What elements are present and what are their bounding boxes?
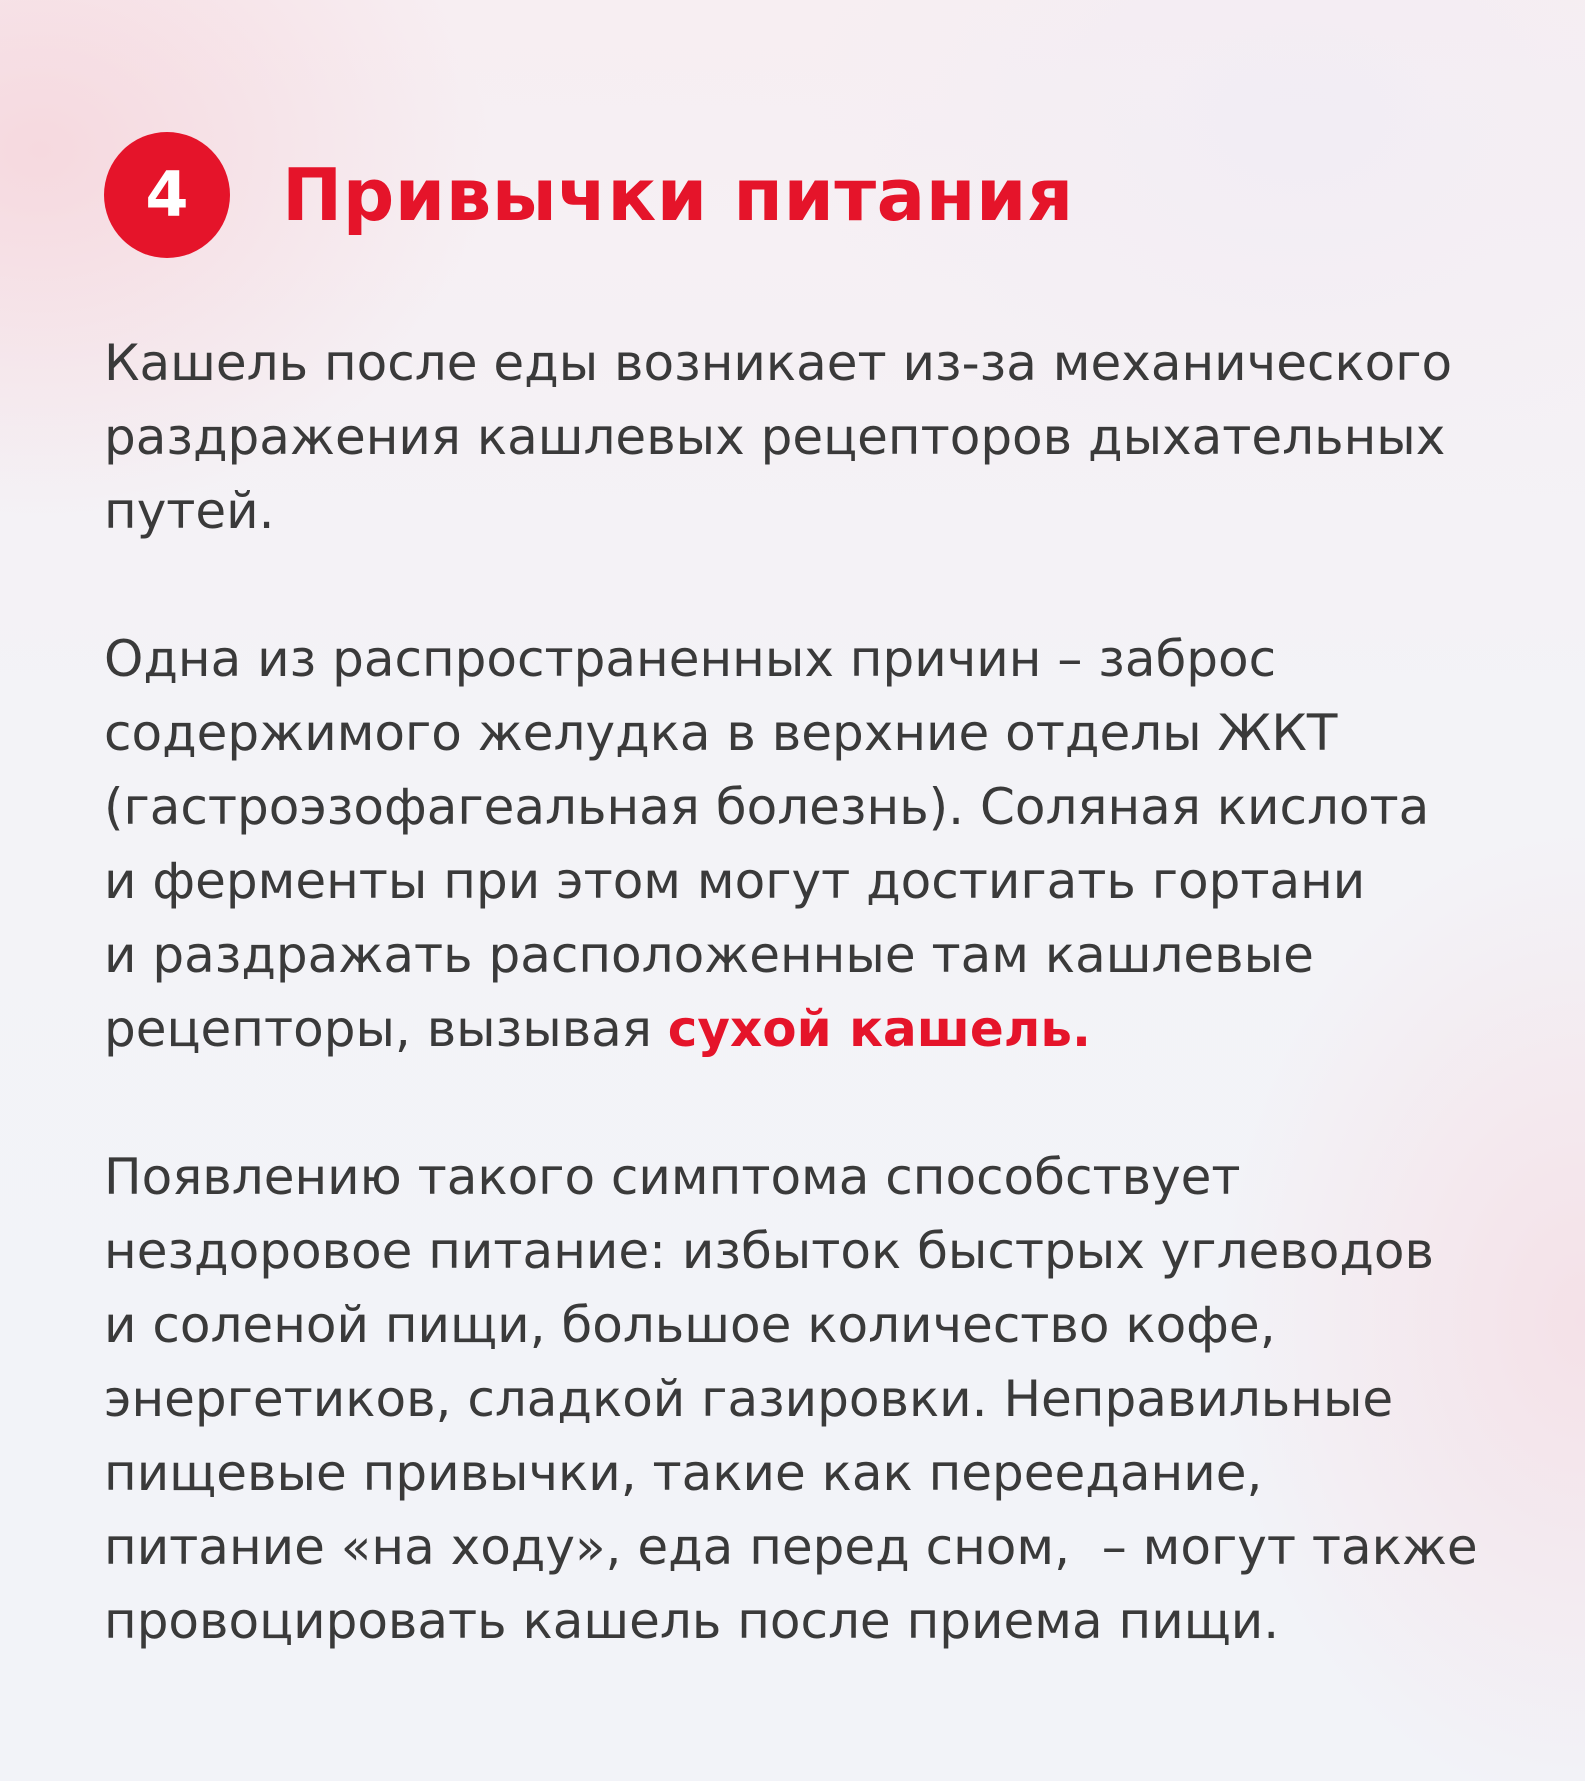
text-line: питание «на ходу», еда перед сном, – могут также [104, 1518, 1478, 1576]
text-line: раздражения кашлевых рецепторов дыхательных [104, 408, 1446, 466]
text-line: Появлению такого симптома способствует [104, 1148, 1241, 1206]
paragraph-spacer [104, 548, 1504, 622]
highlighted-phrase: сухой кашель. [667, 1000, 1091, 1058]
text-line: и раздражать расположенные там кашлевые [104, 926, 1314, 984]
text-line: энергетиков, сладкой газировки. Неправильные [104, 1370, 1394, 1428]
text-line: путей. [104, 482, 275, 540]
text-line: провоцировать кашель после приема пищи. [104, 1592, 1280, 1650]
text-line-with-highlight [104, 992, 1504, 1066]
text-line: пищевые привычки, такие как переедание, [104, 1444, 1263, 1502]
text-line: Одна из распространенных причин – заброс [104, 630, 1277, 688]
text-line: и соленой пищи, большое количество кофе, [104, 1296, 1276, 1354]
section-header [104, 132, 1074, 258]
text-line: и ферменты при этом могут достигать гортани [104, 852, 1366, 910]
section-number: 4 [145, 158, 189, 231]
paragraph-2 [104, 622, 1504, 1066]
text-segment: рецепторы, вызывая [104, 1000, 668, 1058]
text-line: содержимого желудка в верхние отделы ЖКТ [104, 704, 1338, 762]
section-title: Привычки питания [282, 153, 1074, 237]
paragraph-1 [104, 326, 1504, 548]
body-text [104, 326, 1504, 1658]
paragraph-spacer [104, 1066, 1504, 1140]
paragraph-3 [104, 1140, 1504, 1658]
text-line: (гастроэзофагеальная болезнь). Соляная кислота [104, 778, 1430, 836]
section-number-badge [104, 132, 230, 258]
text-line: нездоровое питание: избыток быстрых углеводов [104, 1222, 1434, 1280]
text-line: Кашель после еды возникает из-за механического [104, 334, 1453, 392]
